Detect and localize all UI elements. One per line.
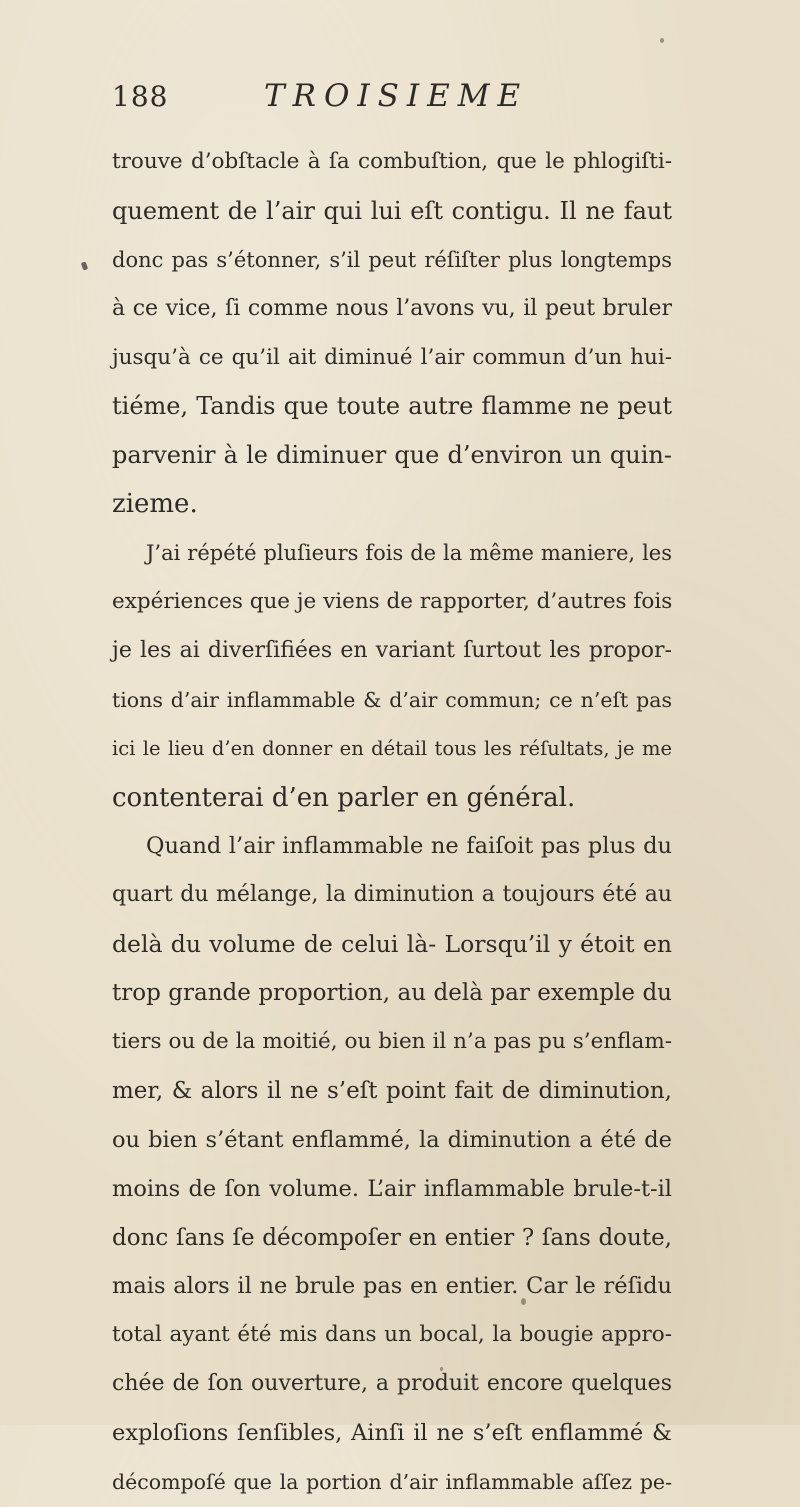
text-line: donc ſans ſe décompoſer en entier ? ſans doute,: [112, 1224, 672, 1251]
text-line: exploſions ſenſibles, Ainſi il ne s’eſt enflammé &: [112, 1420, 672, 1447]
text-line: Quand l’air inflammable ne faiſoit pas plus du: [146, 833, 672, 860]
text-line: ou bien s’étant enflammé, la diminution a été de: [112, 1126, 672, 1153]
text-line: chée de ſon ouverture, a produit encore quelques: [112, 1371, 672, 1397]
text-line: jusqu’à ce qu’il ait diminué l’air commun d’un hui-: [112, 344, 672, 370]
text-line: trouve d’obſtacle à ſa combuſtion, que le phlogiſti-: [112, 149, 672, 174]
margin-mark: [81, 261, 88, 270]
body-text: [112, 138, 672, 1507]
text-line: je les ai diverſifiées en variant ſurtout les propor-: [112, 637, 672, 663]
text-line: contenterai d’en parler en général.: [112, 782, 576, 813]
page-number: 188: [112, 80, 169, 113]
running-head: [112, 78, 672, 118]
text-line: delà du volume de celui là- Lorsqu’il y étoit en: [112, 930, 672, 959]
text-line: tiéme, Tandis que toute autre flamme ne peut: [112, 392, 672, 421]
text-line: tions d’air inflammable & d’air commun; ce n’eſt pas: [112, 687, 672, 712]
text-line: expériences que je viens de rapporter, d’autres fois: [112, 589, 673, 615]
text-line: quement de l’air qui lui eſt contigu. Il ne faut: [112, 196, 672, 225]
text-line: trop grande proportion, au delà par exemple du: [112, 980, 672, 1007]
text-line: à ce vice, ſi comme nous l’avons vu, il peut bruler: [112, 295, 672, 321]
paper-speck: [660, 38, 664, 43]
text-line: total ayant été mis dans un bocal, la bougie appro-: [112, 1322, 672, 1348]
text-line: mais alors il ne brule pas en entier. Car le réſidu: [112, 1273, 672, 1300]
text-line: tiers ou de la moitié, ou bien il n’a pas pu s’enflam-: [112, 1029, 672, 1055]
text-line: ici le lieu d’en donner en détail tous les réſultats, je me: [112, 736, 672, 760]
running-title: TROISIEME: [264, 78, 529, 114]
text-line: donc pas s’étonner, s’il peut réſiſter plus longtemps: [112, 247, 672, 272]
text-line: zieme.: [112, 489, 198, 520]
text-line: parvenir à le diminuer que d’environ un quin-: [112, 441, 672, 470]
text-line: décompoſé que la portion d’air inflammable aſſez pe-: [112, 1470, 672, 1495]
text-line: moins de ſon volume. L’air inflammable brule-t-il: [112, 1175, 672, 1202]
text-line: mer, & alors il ne s’eſt point fait de diminution,: [112, 1077, 672, 1104]
text-line: quart du mélange, la diminution a toujours été au: [112, 882, 672, 908]
text-line: J’ai répété pluſieurs fois de la même maniere, les: [146, 541, 672, 566]
